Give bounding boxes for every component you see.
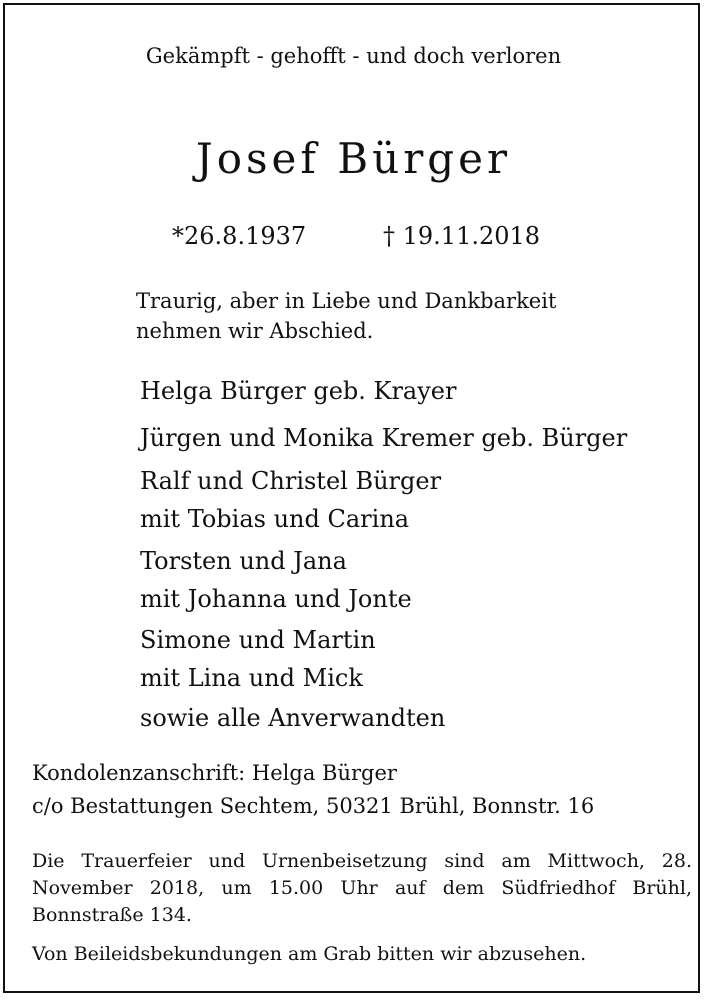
condolence-address-line: Kondolenzanschrift: Helga Bürger	[32, 761, 397, 785]
funeral-details: Die Trauerfeier und Urnenbeisetzung sind am Mittwoch, 28. November 2018, um 15.00 Uhr auf dem Südfriedhof Brühl, Bonnstraße 134.	[32, 850, 692, 926]
motto: Gekämpft - gehofft - und doch verloren	[145, 44, 562, 68]
deceased-name: Josef Bürger	[195, 134, 512, 183]
family-line: mit Johanna und Jonte	[140, 585, 412, 613]
birth-date: *26.8.1937	[172, 222, 307, 250]
intro-line: nehmen wir Abschied.	[136, 319, 374, 343]
closing-note: Von Beileidsbekundungen am Grab bitten wir abzusehen.	[32, 943, 587, 965]
intro-text	[136, 286, 556, 346]
family-line: Ralf und Christel Bürger	[140, 467, 442, 495]
intro-line: Traurig, aber in Liebe und Dankbarkeit	[136, 289, 557, 313]
family-line: mit Tobias und Carina	[140, 505, 410, 533]
condolence-address-line: c/o Bestattungen Sechtem, 50321 Brühl, Bonnstr. 16	[32, 794, 595, 818]
death-date: † 19.11.2018	[383, 222, 541, 250]
family-line: sowie alle Anverwandten	[140, 704, 446, 732]
family-line: Helga Bürger geb. Krayer	[140, 377, 457, 405]
family-line: mit Lina und Mick	[140, 664, 363, 692]
family-line: Simone und Martin	[140, 626, 376, 654]
family-line: Jürgen und Monika Kremer geb. Bürger	[140, 424, 628, 452]
family-line: Torsten und Jana	[140, 547, 347, 575]
